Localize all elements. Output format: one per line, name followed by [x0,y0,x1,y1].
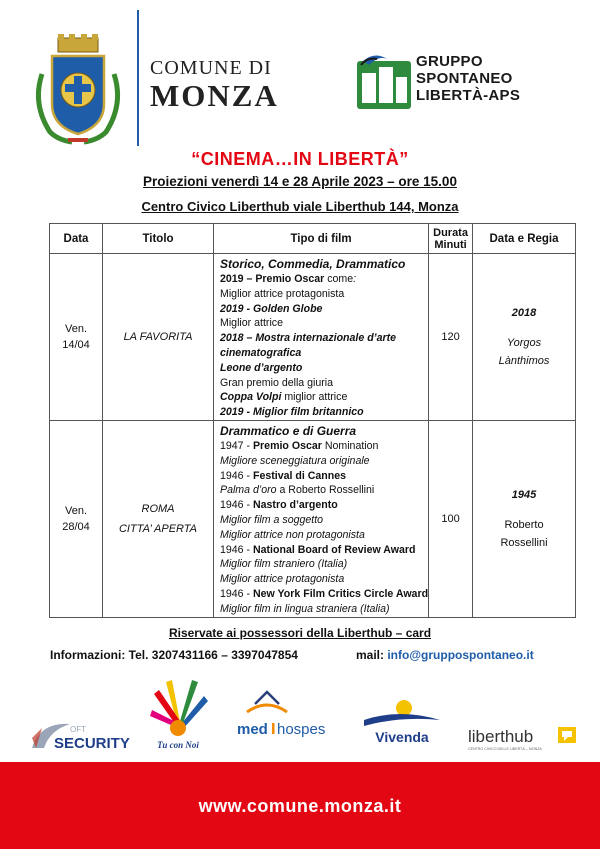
row-title [103,254,214,421]
mail-link[interactable]: info@gruppospontaneo.it [387,648,534,662]
security-text: SECURITY [54,735,130,752]
award-line [220,390,428,405]
row-date [50,421,103,618]
row-director-2: Rossellini [500,536,548,549]
award-line [220,543,428,558]
award-line [220,469,428,484]
row-director-2: Lànthimos [498,355,550,367]
phone-info: Informazioni: Tel. 3207431166 – 3397047854 [50,648,298,662]
security-logo-icon [30,718,130,752]
award-year: 1947 - [220,440,253,452]
vivenda-logo-icon [360,698,444,746]
award-name: Coppa Volpi [220,391,282,404]
award-line: Miglior attrice non protagonista [220,528,365,541]
gruppo-spontaneo-name [416,53,520,104]
award-line [220,272,428,287]
award-year: 1946 - [220,543,253,556]
header [0,0,600,150]
mail-info [356,648,534,662]
security-small-text: OFT [70,725,86,734]
award-year: 1946 - [220,469,253,482]
header-durata-2: Minuti [434,238,467,251]
row-genre: Drammatico e di Guerra [220,424,357,438]
row-date-day: Ven. [64,323,88,335]
award-line [220,439,428,454]
comune-di-monza-logo [150,58,279,111]
header-data: Data [50,224,103,254]
header-durata-1: Durata [433,226,468,239]
award-line [220,483,428,498]
table-row [50,421,576,618]
award-name: Premio Oscar [252,440,322,452]
award-text: Nomination [321,440,379,452]
event-venue: Centro Civico Liberthub viale Liberthub 144, Monza [141,199,459,214]
row-director-1: Yorgos [506,337,542,349]
award-line [220,557,428,572]
award-line [220,602,428,617]
row-date-day: Ven. [64,504,88,517]
header-durata [429,224,473,254]
award-name: New York Film Critics Circle Award [252,587,429,600]
award-line: 2018 – Mostra internazionale d’arte [220,332,397,345]
comune-line2: MONZA [150,78,279,113]
award-line [220,587,428,602]
liberthub-logo-icon [468,724,580,752]
footer-band [0,762,600,849]
award-text: ) [343,558,348,571]
table-row [50,254,576,421]
award-text: miglior attrice [281,391,348,404]
award-country: Italia [363,602,387,615]
monza-coat-of-arms-icon [28,34,128,146]
row-date-value: 28/04 [62,520,90,533]
row-date-value: 14/04 [62,339,90,351]
award-colon: : [353,273,357,285]
medihospes-text-b: hospes [277,721,326,738]
reserved-notice: Riservate ai possessori della Liberthub – card [168,626,432,640]
header-divider [137,10,139,146]
header-regia: Data e Regia [473,224,576,254]
liberthub-text: liberthub [468,727,534,746]
website-link[interactable]: www.comune.monza.it [198,796,402,816]
row-type [214,254,429,421]
award-text: a Roberto Rossellini [276,484,375,497]
row-type [214,421,429,618]
medihospes-text-a: med [237,721,268,738]
tu-con-noi-text: Tu con Noi [157,740,199,750]
award-line: Migliore sceneggiatura originale [220,454,370,467]
row-year: 2018 [511,307,537,319]
event-title: “CINEMA…IN LIBERTÀ” [191,149,409,169]
award-name: National Board of Review Award [252,543,416,556]
row-genre: Storico, Commedia, Drammatico [220,257,406,271]
award-line: Miglior attrice protagonista [220,573,345,586]
award-text: ) [386,602,390,615]
row-title-line2: CITTA’ APERTA [118,522,198,535]
award-year: 1946 - [220,499,253,512]
row-title-line1: LA FAVORITA [123,331,193,343]
award-name: Premio Oscar [255,273,325,285]
table-header-row [50,224,576,254]
award-country: Italia [321,558,344,571]
award-name: Nastro d’argento [252,499,338,512]
award-line: Gran premio della giuria [220,376,334,389]
row-year-director [473,421,576,618]
liberthub-subtitle: CENTRO CIVICO DELLE LIBERTÀ – MONZA [468,747,542,751]
comune-line1: COMUNE DI [150,57,272,79]
award-year: 1946 - [220,587,253,600]
header-tipo: Tipo di film [214,224,429,254]
row-year: 1945 [511,488,537,501]
medihospes-logo-icon [233,690,328,742]
award-line: Miglior film a soggetto [220,513,324,526]
gruppo-line3: LIBERTÀ-APS [416,87,521,104]
award-name: Festival di Cannes [252,469,347,482]
contact-info [50,648,534,662]
award-text: Miglior film straniero ( [220,558,322,571]
row-year-director [473,254,576,421]
gruppo-spontaneo-logo-icon [357,53,411,109]
row-director-1: Roberto [504,518,544,531]
tu-con-noi-logo-icon [146,672,210,752]
award-line: Leone d’argento [220,361,303,374]
award-line [220,498,428,513]
row-date [50,254,103,421]
award-line: 2019 - Golden Globe [220,302,323,315]
award-text: come [324,273,354,285]
award-name: Palma d’oro [220,484,277,497]
header-titolo: Titolo [103,224,214,254]
row-duration: 120 [429,254,473,421]
row-title-line1: ROMA [141,502,175,515]
award-year: 2019 – [220,273,256,285]
award-line: 2019 - Miglior film britannico [220,406,364,419]
vivenda-text: Vivenda [375,729,429,745]
gruppo-line1: GRUPPO [416,53,483,70]
award-text: Miglior film in lingua straniera ( [220,602,364,615]
award-line: Miglior attrice protagonista [220,287,345,300]
row-title [103,421,214,618]
event-schedule: Proiezioni venerdì 14 e 28 Aprile 2023 – ore 15.00 [143,174,457,189]
gruppo-line2: SPONTANEO [416,70,513,87]
row-duration: 100 [429,421,473,618]
films-table [49,223,576,618]
award-line: cinematografica [220,346,302,359]
mail-label: mail: [356,648,388,662]
award-line: Miglior attrice [220,317,283,330]
